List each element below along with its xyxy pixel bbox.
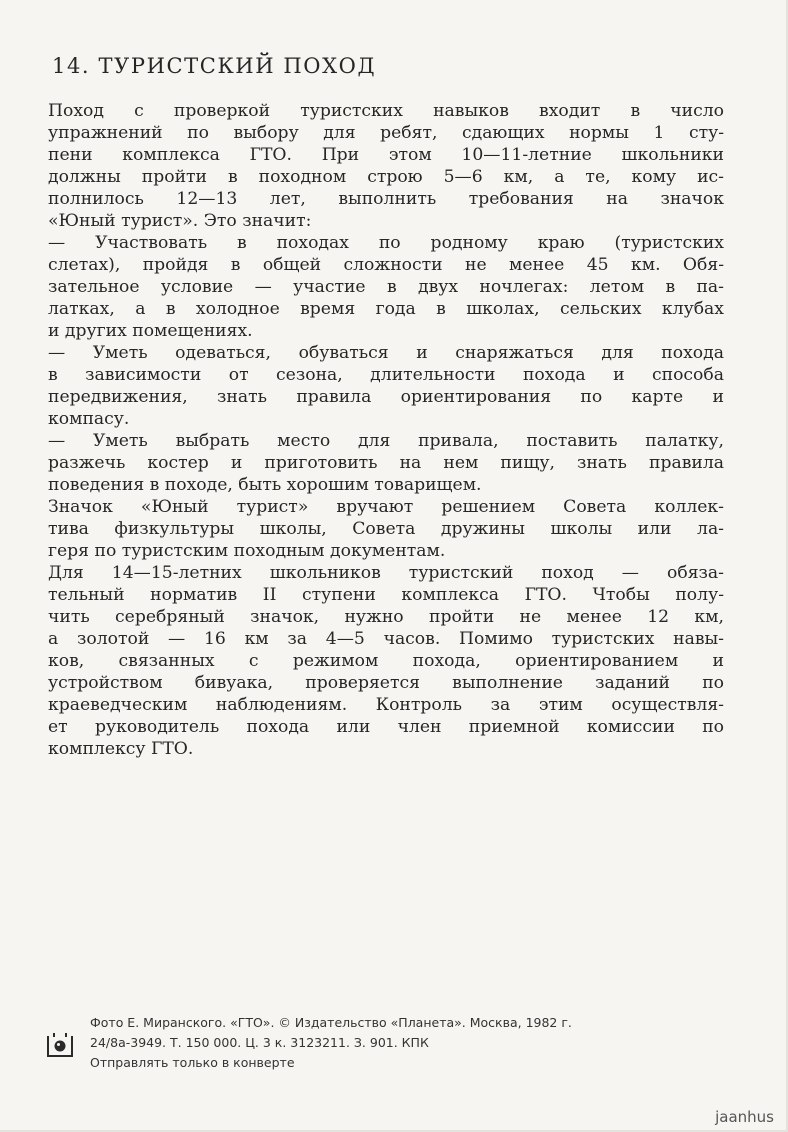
body-line: а золотой — 16 км за 4—5 часов. Помимо туристских навы- (48, 629, 724, 649)
body-line: компасу. (48, 409, 130, 429)
body-line: — Участвовать в походах по родному краю (туристских (48, 233, 724, 253)
body-line: упражнений по выбору для ребят, сдающих нормы 1 сту- (48, 123, 724, 143)
body-line: тива физкультуры школы, Совета дружины школы или ла- (48, 519, 724, 539)
body-line: поведения в походе, быть хорошим товарищем. (48, 475, 482, 495)
page-title: 14. ТУРИСТСКИЙ ПОХОД (52, 54, 377, 78)
imprint-line-photo: Фото Е. Миранского. «ГТО». © Издательство «Планета». Москва, 1982 г. (90, 1015, 572, 1030)
body-line: устройством бивуака, проверяется выполнение заданий по (48, 673, 724, 693)
body-line: чить серебряный значок, нужно пройти не менее 12 км, (48, 607, 724, 627)
body-line: полнилось 12—13 лет, выполнить требования на значок (48, 189, 724, 209)
body-line: в зависимости от сезона, длительности похода и способа (48, 365, 724, 385)
body-line: зательное условие — участие в двух ночлегах: летом в па- (48, 277, 724, 297)
body-line: пени комплекса ГТО. При этом 10—11-летние школьники (48, 145, 724, 165)
watermark: jaanhus (715, 1108, 774, 1126)
body-line: «Юный турист». Это значит: (48, 211, 312, 231)
body-text (48, 100, 724, 760)
imprint-footer (90, 1013, 572, 1073)
body-line: ков, связанных с режимом похода, ориентированием и (48, 651, 724, 671)
imprint-line-codes: 24/8а-3949. Т. 150 000. Ц. 3 к. 3123211. З. 901. КПК (90, 1035, 429, 1050)
body-line: должны пройти в походном строю 5—6 км, а те, кому ис- (48, 167, 724, 187)
body-line: геря по туристским походным документам. (48, 541, 446, 561)
body-line: комплексу ГТО. (48, 739, 194, 759)
body-line: Для 14—15-летних школьников туристский поход — обяза- (48, 563, 724, 583)
publisher-logo-icon (45, 1030, 75, 1058)
body-line: слетах), пройдя в общей сложности не менее 45 км. Обя- (48, 255, 724, 275)
imprint-line-mailing: Отправлять только в конверте (90, 1055, 295, 1070)
body-line: Значок «Юный турист» вручают решением Совета коллек- (48, 497, 724, 517)
body-line: Поход с проверкой туристских навыков входит в число (48, 101, 724, 121)
body-line: тельный норматив II ступени комплекса ГТО. Чтобы полу- (48, 585, 724, 605)
body-line: латках, а в холодное время года в школах, сельских клубах (48, 299, 724, 319)
body-line: и других помещениях. (48, 321, 253, 341)
body-line: — Уметь выбрать место для привала, поставить палатку, (48, 431, 724, 451)
body-line: передвижения, знать правила ориентирования по карте и (48, 387, 724, 407)
body-line: разжечь костер и приготовить на нем пищу, знать правила (48, 453, 724, 473)
body-line: краеведческим наблюдениям. Контроль за этим осуществля- (48, 695, 724, 715)
body-line: ет руководитель похода или член приемной комиссии по (48, 717, 724, 737)
body-line: — Уметь одеваться, обуваться и снаряжаться для похода (48, 343, 724, 363)
